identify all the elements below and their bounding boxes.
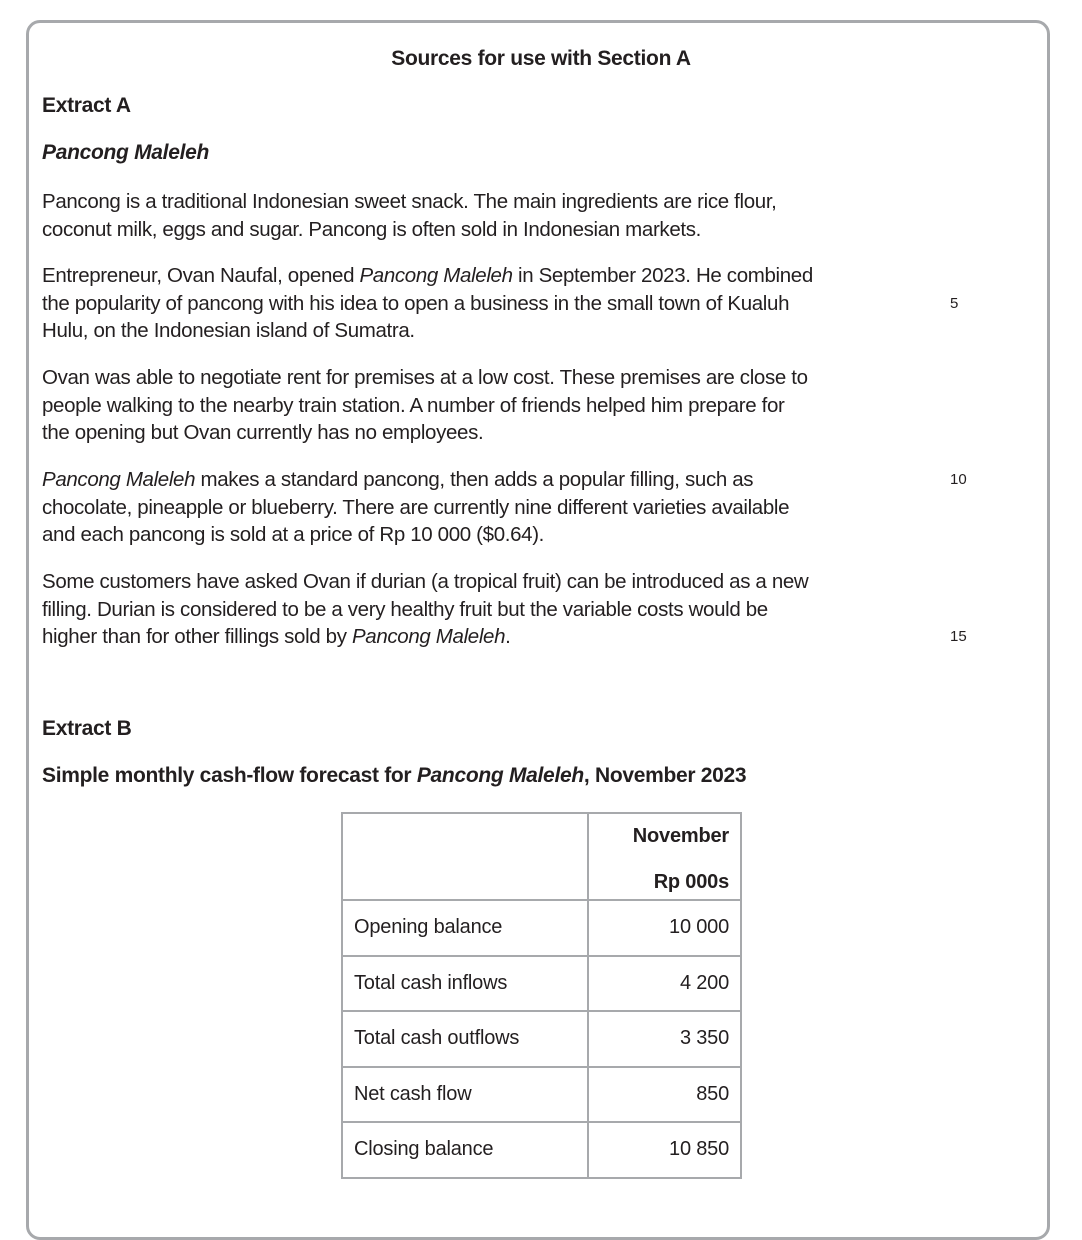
- header-month-cell: [588, 813, 741, 900]
- table-row: [342, 1122, 741, 1178]
- text-line: Pancong is a traditional Indonesian sweet snack. The main ingredients are rice flour,: [42, 190, 777, 213]
- text-line: chocolate, pineapple or blueberry. There are currently nine different varieties available: [42, 495, 790, 519]
- line-number: 5: [950, 295, 959, 312]
- text-line: [42, 262, 922, 290]
- line-number: 15: [950, 628, 967, 645]
- text-line: Ovan was able to negotiate rent for premises at a low cost. These premises are close to: [42, 366, 808, 389]
- text-line: people walking to the nearby train station. A number of friends helped him prepare for: [42, 393, 785, 417]
- unit-label: Rp 000s: [653, 871, 729, 893]
- row-value: 3 350: [588, 1011, 741, 1067]
- extract-b-heading: Extract B: [42, 717, 132, 740]
- paragraph-5: [42, 568, 922, 651]
- paragraph-3: [42, 364, 922, 447]
- business-name: Pancong Maleleh: [42, 468, 196, 491]
- header-blank-cell: [342, 813, 588, 900]
- text-span: Entrepreneur, Ovan Naufal, opened: [42, 264, 360, 287]
- text-line: and each pancong is sold at a price of Rp 10 000 ($0.64).: [42, 523, 545, 546]
- text-span: in September 2023. He combined: [512, 264, 813, 287]
- text-span: .: [505, 625, 511, 648]
- text-line: [42, 466, 922, 494]
- text-span: makes a standard pancong, then adds a popular filling, such as: [195, 468, 754, 491]
- row-label: Total cash outflows: [342, 1011, 588, 1067]
- text-line: [42, 623, 922, 651]
- cash-flow-table: [341, 812, 742, 1179]
- text-line: the opening but Ovan currently has no employees.: [42, 421, 484, 444]
- row-value: 10 000: [588, 900, 741, 956]
- row-label: Net cash flow: [342, 1067, 588, 1123]
- title-text: Simple monthly cash-flow forecast for: [42, 764, 417, 787]
- title-text: , November 2023: [583, 764, 747, 787]
- row-label: Closing balance: [342, 1122, 588, 1178]
- paragraph-2: [42, 262, 922, 345]
- extract-a-subheading: Pancong Maleleh: [42, 141, 210, 164]
- table-row: [342, 900, 741, 956]
- section-title: Sources for use with Section A: [391, 47, 691, 70]
- text-line: filling. Durian is considered to be a very healthy fruit but the variable costs would be: [42, 597, 768, 621]
- month-label: November: [632, 825, 729, 847]
- paragraph-1: [42, 188, 922, 243]
- table-row: [342, 956, 741, 1012]
- text-line: Hulu, on the Indonesian island of Sumatra.: [42, 319, 415, 342]
- row-value: 850: [588, 1067, 741, 1123]
- paragraph-4: [42, 466, 922, 549]
- row-value: 10 850: [588, 1122, 741, 1178]
- row-label: Opening balance: [342, 900, 588, 956]
- table-row: [342, 1067, 741, 1123]
- table-header-row: [342, 813, 741, 900]
- business-name: Pancong Maleleh: [416, 764, 584, 787]
- row-value: 4 200: [588, 956, 741, 1012]
- text-span: higher than for other fillings sold by: [42, 625, 352, 648]
- business-name: Pancong Maleleh: [351, 625, 506, 648]
- table-title: [42, 764, 746, 788]
- row-label: Total cash inflows: [342, 956, 588, 1012]
- extract-a-heading: Extract A: [42, 94, 131, 117]
- table-row: [342, 1011, 741, 1067]
- business-name: Pancong Maleleh: [359, 264, 513, 287]
- text-line: coconut milk, eggs and sugar. Pancong is often sold in Indonesian markets.: [42, 217, 701, 241]
- text-line: the popularity of pancong with his idea to open a business in the small town of Kualuh: [42, 291, 790, 315]
- text-line: Some customers have asked Ovan if durian (a tropical fruit) can be introduced as a new: [42, 570, 809, 593]
- line-number: 10: [950, 471, 967, 488]
